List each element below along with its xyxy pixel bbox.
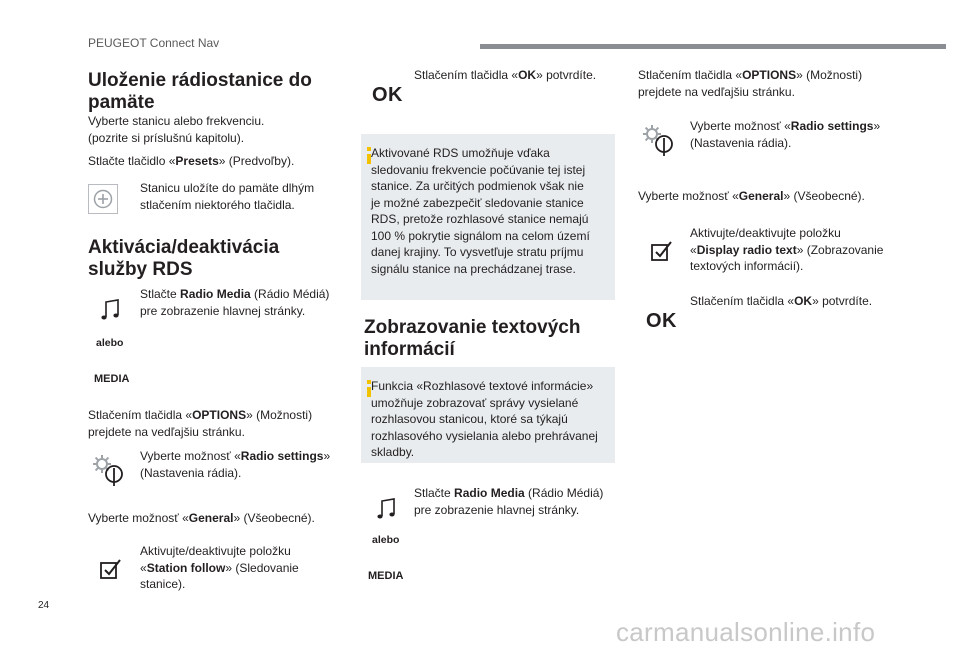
info-note-rds: Aktivované RDS umožňuje vďaka sledovaniu frekvencie počúvanie tej istej stanice. Za určitých podmienok však nie je možné zabezpečiť sledovanie stanice RDS, pretože rozhlasové stanice nemajú 100 % pokrytie signálom na celom území danej krajiny. To vysvetľuje stratu príjmu signálu stanice na prechádzanej trase. [361, 134, 615, 300]
options-text: Stlačením tlačidla «OPTIONS» (Možnosti) prejdete na vedľajšiu stránku. [88, 408, 313, 439]
radio-media-text: Stlačte Radio Media (Rádio Médiá) pre zobrazenie hlavnej stránky. [414, 486, 604, 517]
info-note-radiotext: Funkcia «Rozhlasové textové informácie» umožňuje zobrazovať správy vysielané rozhlasovou stanicou, ktoré sa týkajú rozhlasového vysielania alebo prehrávanej skladby. [361, 367, 615, 463]
plus-circle-icon [88, 184, 118, 214]
settings-gear-icon [640, 122, 676, 158]
music-note-icon [376, 497, 398, 521]
media-label: MEDIA [368, 570, 404, 582]
music-note-icon [100, 298, 122, 322]
heading-store-station: Uloženie rádiostanice do pamäte [88, 70, 312, 113]
radio-settings-text: Vyberte možnosť «Radio settings» (Nastavenia rádia). [140, 449, 331, 480]
document-header: PEUGEOT Connect Nav [88, 36, 220, 50]
header-bar [480, 44, 946, 49]
general-text: Vyberte možnosť «General» (Všeobecné). [88, 511, 315, 525]
alebo-label: alebo [96, 337, 124, 349]
station-follow-text: Aktivujte/deaktivujte položku «Station follow» (Sledovanie stanice). [140, 544, 299, 591]
ok-label: OK [646, 310, 677, 332]
ok-confirm-text: Stlačením tlačidla «OK» potvrdíte. [414, 68, 597, 82]
radio-settings-text: Vyberte možnosť «Radio settings» (Nastavenia rádia). [690, 119, 881, 150]
ok-confirm-text: Stlačením tlačidla «OK» potvrdíte. [690, 294, 873, 308]
heading-rds: Aktivácia/deaktivácia služby RDS [88, 237, 280, 280]
select-station-text: Vyberte stanicu alebo frekvenciu. (pozrite si príslušnú kapitolu). [88, 114, 265, 145]
alebo-label: alebo [372, 534, 400, 546]
watermark: carmanualsonline.info [616, 617, 876, 647]
radio-media-text: Stlačte Radio Media (Rádio Médiá) pre zobrazenie hlavnej stránky. [140, 287, 330, 318]
settings-gear-icon [90, 452, 126, 488]
options-text: Stlačením tlačidla «OPTIONS» (Možnosti) prejdete na vedľajšiu stránku. [638, 68, 863, 99]
page-number: 24 [38, 600, 50, 611]
checkbox-icon [100, 558, 122, 580]
ok-label: OK [372, 84, 403, 106]
store-instruction: Stanicu uložíte do pamäte dlhým stlačením niektorého tlačidla. [140, 181, 315, 212]
checkbox-icon [651, 240, 673, 262]
media-label: MEDIA [94, 373, 130, 385]
general-text: Vyberte možnosť «General» (Všeobecné). [638, 189, 865, 203]
presets-text: Stlačte tlačidlo «Presets» (Predvoľby). [88, 154, 295, 168]
heading-text-info: Zobrazovanie textových informácií [364, 317, 581, 360]
display-radio-text: Aktivujte/deaktivujte položku «Display radio text» (Zobrazovanie textových informácií). [690, 226, 884, 273]
